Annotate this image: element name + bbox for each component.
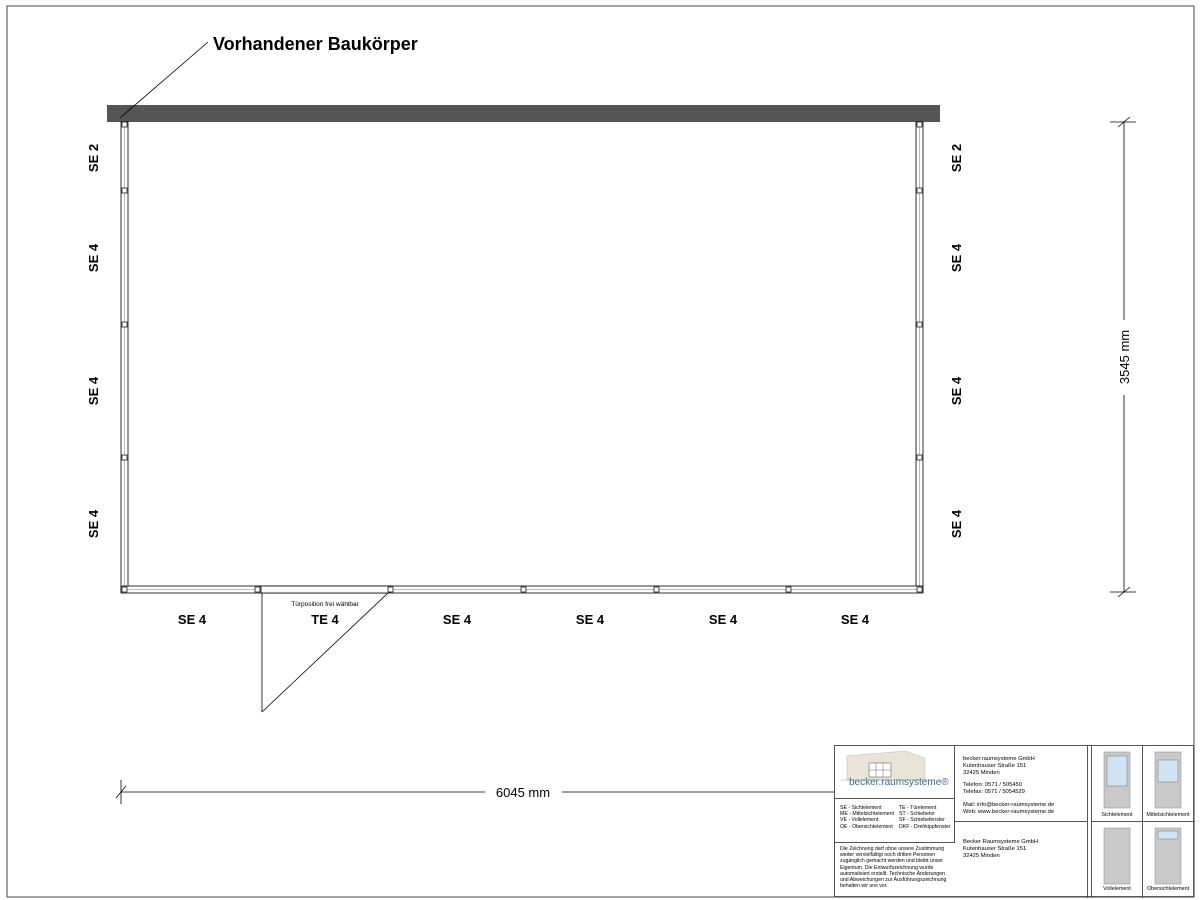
left-wall-segment-label: SE 4 (86, 509, 101, 539)
logo-text: becker.raumsysteme® (849, 777, 949, 788)
right-wall-segment-label: SE 4 (949, 243, 964, 273)
legend-entry: DKF - Drehkippfenster (899, 823, 951, 830)
element-type-obersichtelement (1143, 822, 1195, 898)
front-wall-segment-label: TE 4 (311, 612, 339, 627)
company-city: 32425 Minden (963, 769, 1000, 776)
width-dimension-label: 6045 mm (495, 785, 551, 800)
front-wall-segment-label: SE 4 (442, 612, 472, 627)
company-web: Web: www.becker-raumsysteme.de (963, 808, 1055, 815)
left-wall-segment-label: SE 2 (86, 143, 101, 173)
right-wall-labels (949, 144, 964, 538)
legend-entry: ME - Mittelsichtelement (840, 811, 894, 818)
legend-entry: SF - Schiebefenster (899, 817, 945, 824)
wall-posts (122, 122, 922, 592)
company-phone: Telefon: 0571 / 505450 (963, 782, 1022, 789)
vollelement-icon (1092, 822, 1142, 888)
element-type-sichtelement (1092, 746, 1143, 822)
company-info-top (955, 746, 1088, 822)
title-block (834, 745, 1194, 897)
right-wall-segment-label: SE 4 (949, 509, 964, 539)
company-city: 32425 Minden (963, 852, 1000, 859)
front-wall-labels (178, 612, 870, 627)
legend-entry: TE - Türelement (899, 805, 937, 811)
front-wall-segment-label: SE 4 (840, 612, 870, 627)
company-name: Becker Raumsysteme GmbH (963, 839, 1039, 845)
left-wall-segment-label: SE 4 (86, 243, 101, 273)
company-name: becker.raumsysteme GmbH (963, 756, 1035, 762)
element-types-cell (1092, 746, 1195, 898)
sichtelement-icon (1092, 746, 1142, 812)
left-wall-segment-label: SE 4 (86, 376, 101, 406)
element-caption: Sichtelement (1101, 812, 1133, 818)
front-wall-segment-label: SE 4 (708, 612, 738, 627)
front-wall-segment-label: SE 4 (575, 612, 605, 627)
element-caption: Obersichtelement (1146, 886, 1190, 892)
door-note: Türposition frei wählbar (291, 601, 359, 608)
company-mail: Mail: info@becker-raumsysteme.de (963, 801, 1055, 808)
right-wall-segment-label: SE 2 (949, 143, 964, 173)
door-swing (262, 593, 388, 712)
existing-building-label: Vorhandener Baukörper (213, 34, 418, 54)
existing-building-bar (107, 105, 940, 122)
mittelsichtelement-icon (1143, 746, 1193, 812)
element-caption: Vollelement (1103, 886, 1131, 892)
element-type-vollelement (1092, 822, 1143, 898)
disclaimer-text: Die Zeichnung darf ohne unsere Zustimmung weder vervielfältigt noch dritten Personen zugänglich gemacht werden und bleibt unser Eigentum. Die Entwurfszeichnung wurde automatisiert erstellt. Technische Änderungen und Abweichungen zur Ausführungszeichnung behalten wir uns vor. (840, 846, 947, 890)
element-caption: Mittelsichtelement (1146, 812, 1190, 818)
company-street: Kutenhauser Straße 151 (963, 845, 1027, 852)
legend-cell (835, 799, 955, 843)
company-street: Kutenhauser Straße 151 (963, 762, 1027, 769)
depth-dimension-label: 3545 mm (1117, 329, 1132, 385)
legend-entry: VE - Vollelement (840, 817, 879, 824)
company-info-bottom (955, 822, 1088, 898)
company-fax: Telefax: 0571 / 5054529 (963, 789, 1025, 796)
left-wall-labels (86, 144, 101, 538)
legend-left (840, 805, 900, 830)
door-element (261, 586, 390, 593)
obersichtelement-icon (1143, 822, 1193, 888)
legend-entry: OE - Obersichtelement (840, 823, 893, 830)
legend-entry: ST - Schiebetor (899, 811, 935, 818)
logo-cell (835, 746, 955, 799)
legend-right (899, 805, 955, 830)
front-wall-segment-label: SE 4 (177, 612, 207, 627)
legend-entry: SE - Sichtelement (840, 805, 882, 811)
right-wall-segment-label: SE 4 (949, 376, 964, 406)
element-type-mittelsichtelement (1143, 746, 1195, 822)
building-logo-icon (835, 746, 953, 798)
